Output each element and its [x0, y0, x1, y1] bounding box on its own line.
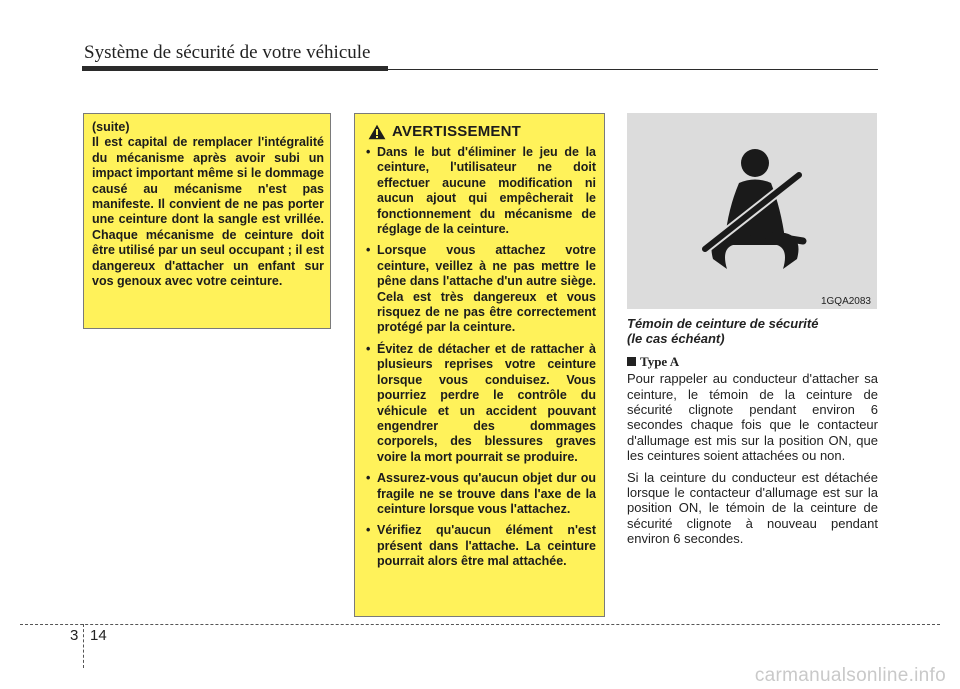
- warning-list: [364, 145, 596, 570]
- body-paragraph: Si la ceinture du conducteur est détachée lorsque le contacteur d'allumage est sur la position ON, le témoin de la ceinture de sécurité clignote à nouveau pendant environ 6 secondes.: [627, 469, 878, 547]
- right-column: [627, 316, 878, 553]
- footer-rule: [20, 624, 940, 625]
- footer-divider: [83, 624, 84, 668]
- image-code: 1GQA2083: [820, 296, 871, 307]
- continued-text: Il est capital de remplacer l'intégralité du mécanisme après avoir subi un impact important même si le dommage causé au mécanisme n'est pas manifeste. Il convient de ne pas porter une ceinture dont la sangle est vrillée. Chaque mécanisme de ceinture doit être utilisé par un seul occupant ; il est dangereux d'attacher un enfant sur vos genoux avec votre ceinture.: [92, 135, 324, 289]
- type-label-text: Type A: [640, 353, 680, 369]
- page-number: 14: [90, 627, 107, 644]
- body-paragraph: Pour rappeler au conducteur d'attacher sa ceinture, le témoin de la ceinture de sécurité clignote pendant environ 6 secondes chaque fois que le contacteur d'allumage est mis sur la position ON, que les ceintures soient attachées ou non.: [627, 371, 878, 464]
- warning-title: AVERTISSEMENT: [392, 123, 522, 141]
- watermark: carmanualsonline.info: [754, 665, 946, 686]
- continued-warning-box: [83, 113, 331, 329]
- seatbelt-illustration: [627, 113, 877, 309]
- page-header-title: Système de sécurité de votre véhicule: [84, 42, 371, 63]
- section-title-line2: (le cas échéant): [627, 331, 725, 347]
- type-label: [627, 354, 878, 369]
- warning-heading: [368, 124, 596, 140]
- continued-label: (suite): [92, 120, 130, 134]
- warning-item: • Lorsque vous attachez votre ceinture, veillez à ne pas mettre le pêne dans l'attache d'un autre siège. Cela est très dangereux et vous risquez de ne pas être correctement protégé par la ceinture.: [364, 243, 596, 335]
- square-bullet-icon: [627, 357, 636, 366]
- warning-box: [354, 113, 605, 617]
- warning-item: • Évitez de détacher et de rattacher à plusieurs reprises votre ceinture lorsque vous conduisez. Vous pourriez perdre le contrôle du véhicule et un accident pouvant engendrer des dommages corporels, des blessures graves voire la mort pourrait se produire.: [364, 342, 596, 465]
- warning-item: • Dans le but d'éliminer le jeu de la ceinture, l'utilisateur ne doit effectuer aucune modification ni aucun ajout qui empêcherait le fonctionnement du mécanisme de réglage de la ceinture.: [364, 145, 596, 237]
- seatbelt-warning-icon: [627, 113, 877, 309]
- chapter-number: 3: [70, 627, 79, 644]
- warning-item: • Vérifiez qu'aucun élément n'est présent dans l'attache. La ceinture pourrait alors être mal attachée.: [364, 523, 596, 569]
- section-title-line1: Témoin de ceinture de sécurité: [627, 316, 819, 331]
- warning-item: • Assurez-vous qu'aucun objet dur ou fragile ne se trouve dans l'axe de la ceinture lorsque vous l'attachez.: [364, 471, 596, 517]
- warning-triangle-icon: [368, 124, 386, 140]
- header-rule-thin: [82, 69, 878, 70]
- section-title: [627, 316, 878, 347]
